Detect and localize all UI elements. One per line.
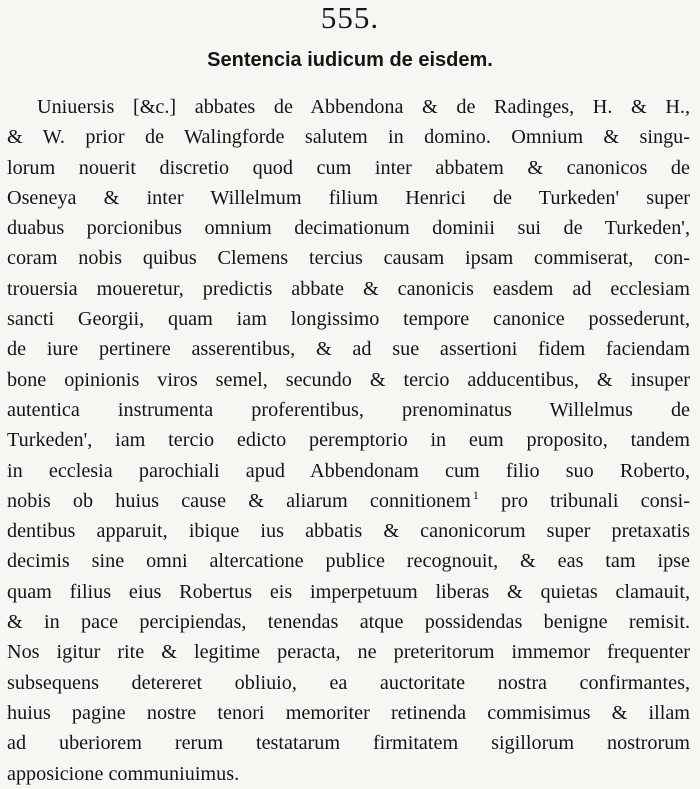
footnote-marker[interactable]: 1 <box>472 488 479 503</box>
text-line: duabus porcionibus omnium decimationum dominii sui de Turkeden', <box>7 217 690 240</box>
text-line: subsequens detereret obliuio, ea auctoritate nostra confirmantes, <box>7 671 690 694</box>
text-line: Nos igitur rite & legitime peracta, ne preteritorum immemor frequenter <box>7 641 690 664</box>
text-line: in ecclesia parochiali apud Abbendonam cum filio suo Roberto, <box>7 459 690 482</box>
text-line: Oseneya & inter Willelmum filium Henrici de Turkeden' super <box>7 186 690 209</box>
section-heading: Sentencia iudicum de eisdem. <box>207 49 493 71</box>
text-line: autentica instrumenta proferentibus, prenominatus Willelmus de <box>7 398 690 421</box>
text-line: coram nobis quibus Clemens tercius causam ipsam commiserat, con- <box>7 247 690 270</box>
text-line: Turkeden', iam tercio edicto peremptorio in eum proposito, tandem <box>7 429 690 452</box>
text-line: de iure pertinere asserentibus, & ad sue assertioni fidem faciendam <box>7 338 690 361</box>
text-line: lorum nouerit discretio quod cum inter abbatem & canonicos de <box>7 156 690 179</box>
page-number: 555. <box>320 0 380 35</box>
text-line-segment: pro tribunali consi- <box>501 489 690 512</box>
charter-text <box>7 92 690 789</box>
text-line: ad uberiorem rerum testatarum firmitatem sigillorum nostrorum <box>7 732 690 755</box>
text-line-with-footnote <box>7 486 690 516</box>
text-line: & W. prior de Walingforde salutem in domino. Omnium & singu- <box>7 126 690 149</box>
text-line: bone opinionis viros semel, secundo & tercio adducentibus, & insuper <box>7 368 690 391</box>
text-line: apposicione communiuimus. <box>7 762 240 785</box>
text-line: sancti Georgii, quam iam longissimo tempore canonice possederunt, <box>7 308 690 331</box>
text-line: decimis sine omni altercatione publice recognouit, & eas tam ipse <box>7 550 690 573</box>
text-line: & in pace percipiendas, tenendas atque possidendas benigne remisit. <box>7 611 690 634</box>
text-line: Uniuersis [&c.] abbates de Abbendona & de Radinges, H. & H., <box>37 96 690 118</box>
text-line: huius pagine nostre tenori memoriter retinenda commisimus & illam <box>7 701 690 724</box>
text-line: dentibus apparuit, ibique ius abbatis & canonicorum super pretaxatis <box>7 520 690 543</box>
text-line-segment: nobis ob huius cause & aliarum connitionem <box>7 489 471 512</box>
text-line: quam filius eius Robertus eis imperpetuum liberas & quietas clamauit, <box>7 580 690 603</box>
text-line: trouersia moueretur, predictis abbate & canonicis easdem ad ecclesiam <box>7 277 690 300</box>
